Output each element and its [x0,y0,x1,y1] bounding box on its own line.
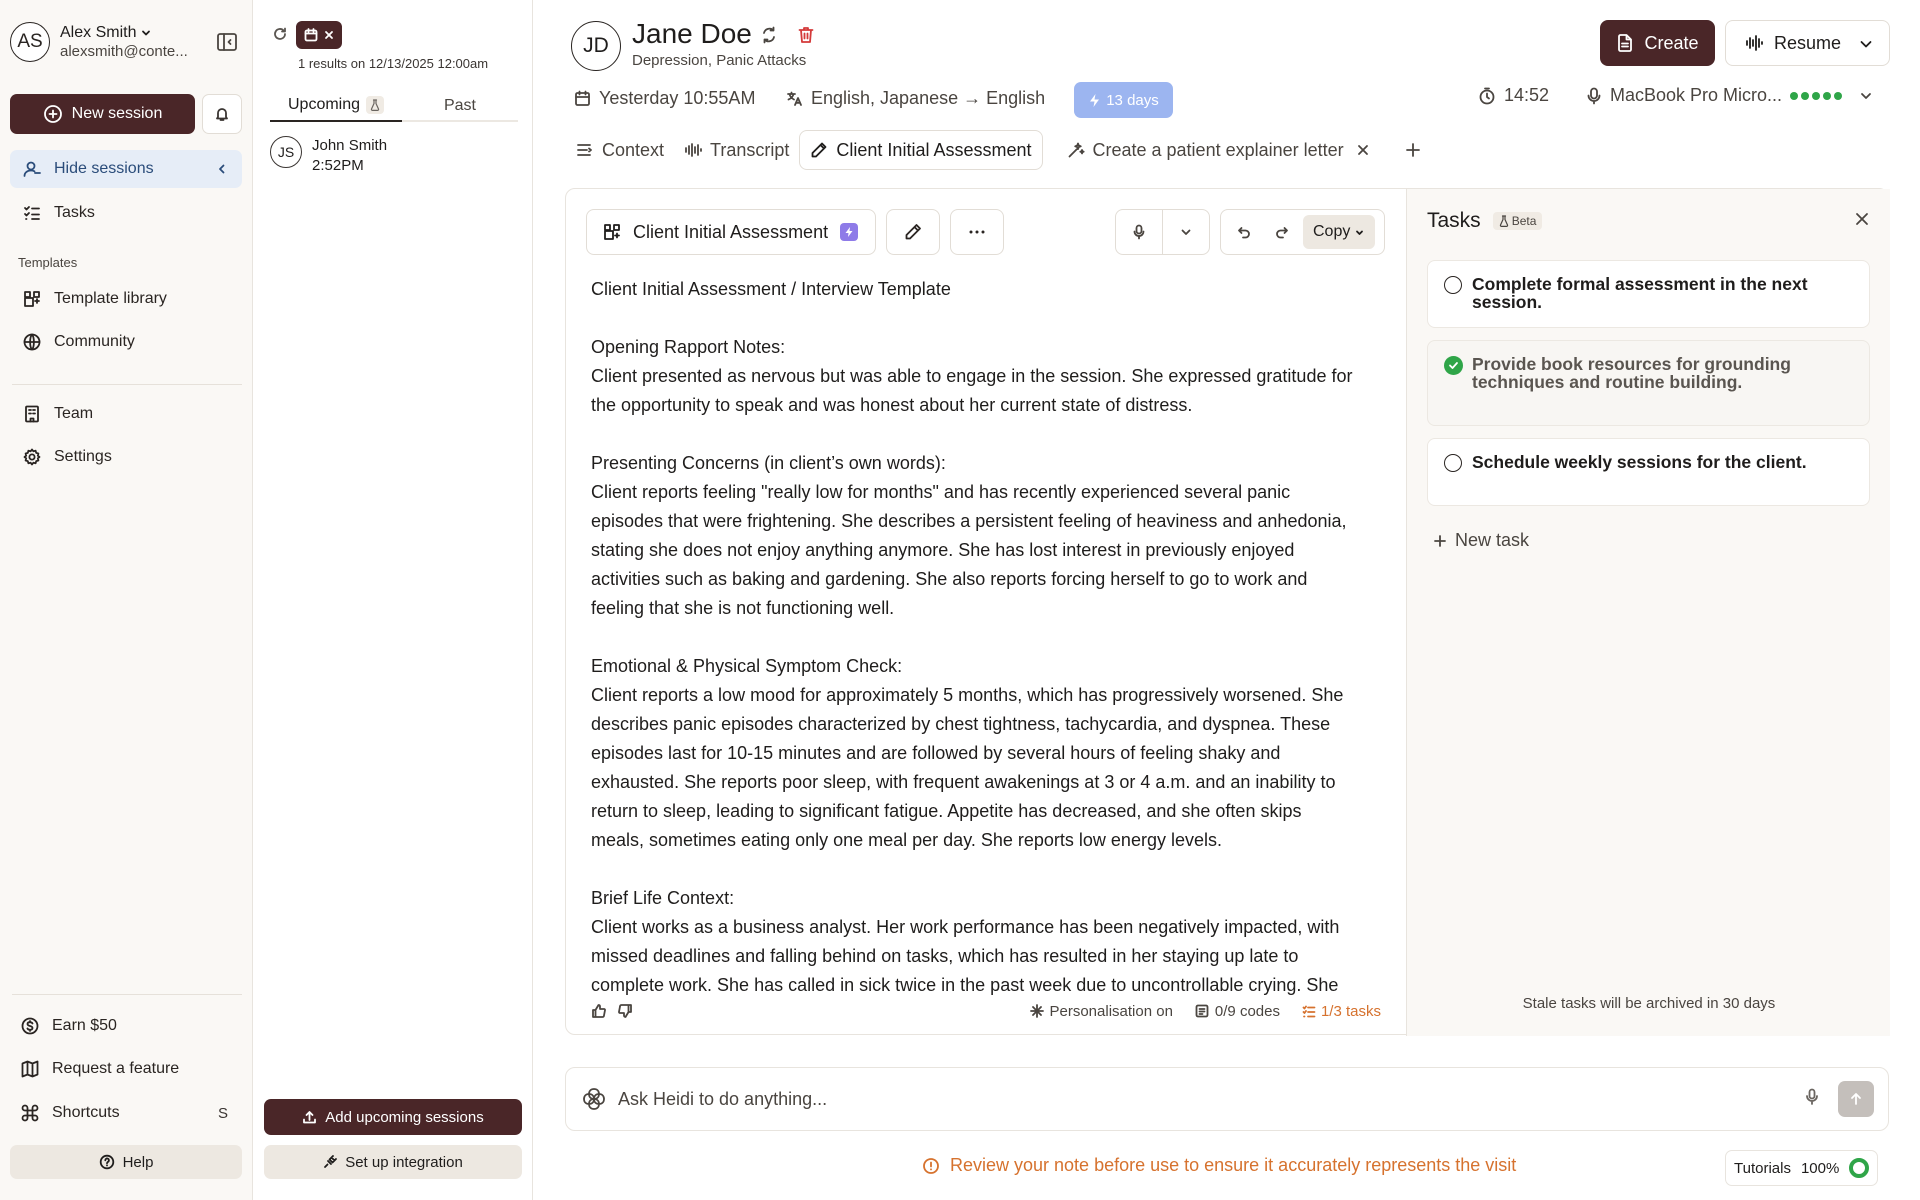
note-line: meals, sometimes eating only one meal per day. She reports low energy levels. [591,830,1222,850]
new-session-label: New session [71,105,163,122]
new-task-label: New task [1455,530,1530,550]
note-content[interactable] [591,275,1381,995]
note-card [565,188,1889,1035]
chevron-down-icon [1354,227,1365,238]
template-selector[interactable] [586,209,876,255]
tab-assessment-label: Client Initial Assessment [836,139,1032,160]
note-pane [566,189,1406,1036]
note-line: missed deadlines and falling behind on tasks, which has resulted in her staying up late to [591,946,1299,966]
task-text: Schedule weekly sessions for the client. [1472,452,1807,472]
days-label: 13 days [1106,91,1159,109]
pencil-icon [903,222,923,242]
codes-icon [1195,1004,1209,1018]
close-icon[interactable] [1854,211,1870,227]
upload-icon [302,1110,317,1125]
community-label: Community [54,333,135,350]
template-name: Client Initial Assessment [633,221,829,242]
sync-icon[interactable] [759,25,779,45]
dollar-circle-icon [20,1016,40,1036]
session-timer [1478,85,1549,106]
plug-icon [323,1155,337,1169]
task-text: Provide book resources for grounding techniques and routine building. [1472,354,1791,392]
sidebar-divider [12,384,242,385]
context-icon [576,141,594,159]
more-horizontal-icon [968,229,986,235]
more-options-button[interactable] [950,209,1004,255]
dictate-button[interactable] [1116,224,1162,240]
note-line: episodes last for 10-15 minutes and are followed by several hours of feeling shaky and [591,743,1281,763]
session-list-item[interactable] [270,136,387,176]
alert-circle-icon [922,1157,940,1175]
calendar-icon [304,28,318,42]
pen-icon [810,141,828,159]
tab-past[interactable] [402,90,518,122]
notifications-button[interactable] [202,94,242,134]
results-summary: 1 results on 12/13/2025 12:00am [298,56,489,71]
user-name: Alex Smith [60,24,137,41]
copy-label: Copy [1313,223,1351,240]
task-item[interactable] [1427,438,1870,506]
sidebar-item-tasks[interactable] [10,194,242,232]
mic-level-indicator [1790,92,1842,100]
heidi-logo-icon [580,1085,608,1113]
plus-icon [1404,141,1422,159]
sidebar-item-template-library[interactable] [10,280,242,318]
new-session-button[interactable] [10,94,195,134]
microphone-icon[interactable] [1804,1088,1820,1106]
sparkle-icon [1067,141,1085,159]
template-icon [603,223,621,241]
waveform-icon [684,141,702,159]
session-date[interactable] [574,88,755,109]
chevron-down-icon[interactable] [1857,35,1875,53]
undo-button[interactable] [1227,225,1261,239]
section-title: Brief Life Context: [591,888,735,908]
sidebar-item-settings[interactable] [10,438,242,476]
timer-icon [1478,87,1496,105]
note-heading: Client Initial Assessment / Interview Template [591,279,951,299]
setup-integration-button[interactable] [264,1145,522,1179]
beta-label: Beta [1511,214,1537,228]
microphone-icon [1132,224,1146,240]
tasks-pane [1406,189,1890,1036]
tab-letter-label: Create a patient explainer letter [1092,139,1344,160]
note-line: exhausted. She reports poor sleep, with frequent awakenings at 3 or 4 a.m. and an inability to [591,772,1336,792]
flask-icon [1499,215,1509,227]
personalisation-label: Personalisation on [1049,1002,1173,1020]
patient-name[interactable]: Jane Doe [632,18,752,49]
task-checkbox[interactable] [1444,276,1462,294]
edit-actions-group [1220,209,1385,255]
task-item[interactable] [1427,260,1870,328]
shortcut-key: S [217,1104,228,1122]
tasks-count-button[interactable] [1302,1003,1381,1020]
note-line: feeling that she is not functioning well. [591,598,895,618]
note-line: Client presented as nervous but was able to engage in the session. She expressed gratitude for [591,366,1353,386]
templates-section-label: Templates [18,255,78,270]
note-line: the opportunity to speak and was honest about her current state of distress. [591,395,1193,415]
map-icon [20,1059,40,1079]
gear-icon [22,447,42,467]
languages-label: English, Japanese → English [811,88,1046,108]
hide-sessions-label: Hide sessions [54,160,154,177]
microphone-selector[interactable] [1586,85,1874,106]
review-text: Review your note before use to ensure it accurately represents the visit [950,1155,1517,1175]
refresh-icon[interactable] [272,26,288,42]
sidebar-item-shortcuts[interactable] [10,1094,242,1132]
resume-label: Resume [1774,32,1842,53]
tab-past-label: Past [443,97,476,114]
document-tabs [566,130,1432,170]
user-email: alexsmith@conte... [60,43,188,60]
lightning-icon [1088,93,1101,108]
dictate-options-button[interactable] [1163,225,1209,239]
create-button[interactable] [1600,20,1715,66]
progress-ring-icon [1849,1158,1869,1178]
thumbs-up-icon[interactable] [591,1003,607,1019]
chevron-down-icon [140,27,152,39]
waveform-icon [1744,33,1764,53]
translate-icon [786,90,803,107]
session-time: 2:52PM [312,157,364,174]
hide-sessions-button[interactable] [10,150,242,188]
note-line: stating she does not enjoy anything anymore. She has lost interest in previously enjoyed [591,540,1295,560]
task-item[interactable] [1427,340,1870,426]
patient-conditions: Depression, Panic Attacks [632,52,807,69]
help-button[interactable] [10,1145,242,1179]
review-warning [922,1155,1516,1176]
left-sidebar [0,0,253,1200]
note-line: return to sleep, leading to significant fatigue. Appetite has decreased, and she often skips [591,801,1302,821]
create-label: Create [1644,32,1699,53]
tasks-title: Tasks [1427,209,1481,232]
earn-label: Earn $50 [52,1017,117,1034]
redo-icon [1275,225,1289,239]
session-date-label: Yesterday 10:55AM [599,88,756,108]
tab-transcript-label: Transcript [710,139,790,160]
user-menu[interactable] [10,20,243,64]
shortcuts-label: Shortcuts [52,1104,120,1121]
resume-button[interactable] [1725,20,1890,66]
session-avatar: JS [270,136,302,168]
tutorials-label: Tutorials [1734,1159,1791,1177]
send-button[interactable] [1838,1081,1874,1117]
calendar-icon [574,90,591,107]
patient-avatar: JD [571,21,621,71]
team-label: Team [54,405,94,422]
template-library-label: Template library [54,290,167,307]
dictate-group [1115,209,1210,255]
tab-upcoming-label: Upcoming [287,96,361,113]
add-tab-button[interactable] [1394,130,1432,170]
timer-value: 14:52 [1504,85,1550,105]
section-title: Emotional & Physical Symptom Check: [591,656,903,676]
stale-tasks-note: Stale tasks will be archived in 30 days [1522,995,1776,1012]
codes-button[interactable] [1195,1003,1280,1020]
sidebar-item-community[interactable] [10,323,242,361]
tab-context[interactable] [566,130,674,170]
redo-button[interactable] [1265,225,1299,239]
sidebar-toggle-icon[interactable] [215,30,239,54]
tab-upcoming[interactable] [270,90,402,122]
user-avatar: AS [10,22,50,62]
check-circle-icon[interactable] [1444,356,1463,375]
team-icon [22,404,42,424]
close-icon[interactable] [1356,143,1370,157]
template-library-icon [22,289,42,309]
tasks-icon [22,203,42,223]
codes-label: 0/9 codes [1214,1002,1280,1020]
user-icon [22,159,42,179]
tasks-count-label: 1/3 tasks [1320,1002,1381,1020]
section-title: Presenting Concerns (in client’s own words): [591,453,946,473]
date-filter-chip[interactable] [296,21,342,49]
task-text: Complete formal assessment in the next session. [1472,274,1808,312]
sessions-panel [254,0,533,1200]
chevron-left-icon [216,163,228,175]
sidebar-divider [12,994,242,995]
note-line: activities such as baking and gardening. She also reports forcing herself to go to work and [591,569,1308,589]
settings-label: Settings [54,448,112,465]
note-line: Client works as a business analyst. Her work performance has been negatively impacted, with [591,917,1340,937]
copy-button[interactable] [1303,215,1375,249]
ask-input[interactable] [618,1089,1718,1110]
tab-context-label: Context [602,139,665,160]
microphone-label: MacBook Pro Micro... [1610,85,1783,105]
microphone-icon [1586,87,1602,105]
note-line: complete work. She has called in sick twice in the past week due to uncontrollable crying. She [591,975,1339,995]
arrow-up-icon [1849,1092,1863,1106]
close-icon[interactable] [323,29,335,41]
note-footer [591,1001,1381,1021]
tab-client-initial-assessment[interactable] [799,130,1042,170]
sessions-tabs [270,90,518,122]
section-title: Opening Rapport Notes: [591,337,786,357]
globe-icon [22,332,42,352]
help-label: Help [122,1153,154,1171]
sparkle-icon [1030,1004,1044,1018]
command-icon [20,1103,40,1123]
language-selector[interactable] [786,88,1045,109]
plus-circle-icon [43,104,63,124]
sidebar-item-team[interactable] [10,395,242,433]
plus-icon [1433,534,1447,548]
new-task-button[interactable] [1433,530,1529,551]
thumbs-down-icon[interactable] [617,1003,633,1019]
trash-icon[interactable] [797,25,815,45]
setup-integration-label: Set up integration [345,1153,463,1171]
tasks-nav-label: Tasks [54,204,95,221]
task-checkbox[interactable] [1444,454,1462,472]
note-line: Client reports feeling "really low for months" and has recently experienced several panic [591,482,1291,502]
beta-badge [1493,212,1543,230]
sidebar-item-request-feature[interactable] [10,1050,242,1088]
tab-transcript[interactable] [674,130,799,170]
sidebar-item-earn[interactable] [10,1007,242,1045]
edit-button[interactable] [886,209,940,255]
document-icon [1616,33,1634,53]
days-badge[interactable] [1074,82,1173,118]
tutorials-button[interactable] [1725,1150,1878,1186]
chevron-down-icon [1179,225,1193,239]
ai-sparkle-icon [840,223,858,241]
undo-icon [1237,225,1251,239]
request-feature-label: Request a feature [52,1060,180,1077]
personalisation-toggle[interactable] [1030,1003,1173,1020]
beta-flask-icon [366,96,384,114]
tutorials-progress: 100% [1800,1159,1840,1177]
bell-icon [214,106,230,122]
note-line: Client reports a low mood for approximately 5 months, which has progressively worsened. She [591,685,1344,705]
tab-patient-explainer-letter[interactable] [1057,130,1380,170]
note-line: describes panic episodes characterized by chest tightness, tachycardia, and dyspnea. These [591,714,1331,734]
note-line: episodes that were frightening. She describes a persistent feeling of heaviness and anhedonia, [591,511,1347,531]
ask-bar [565,1067,1889,1131]
add-upcoming-sessions-button[interactable] [264,1099,522,1135]
add-upcoming-label: Add upcoming sessions [325,1108,484,1126]
help-circle-icon [99,1154,115,1170]
chevron-down-icon [1858,88,1874,104]
task-list-icon [1302,1004,1316,1018]
session-patient-name: John Smith [312,137,388,154]
